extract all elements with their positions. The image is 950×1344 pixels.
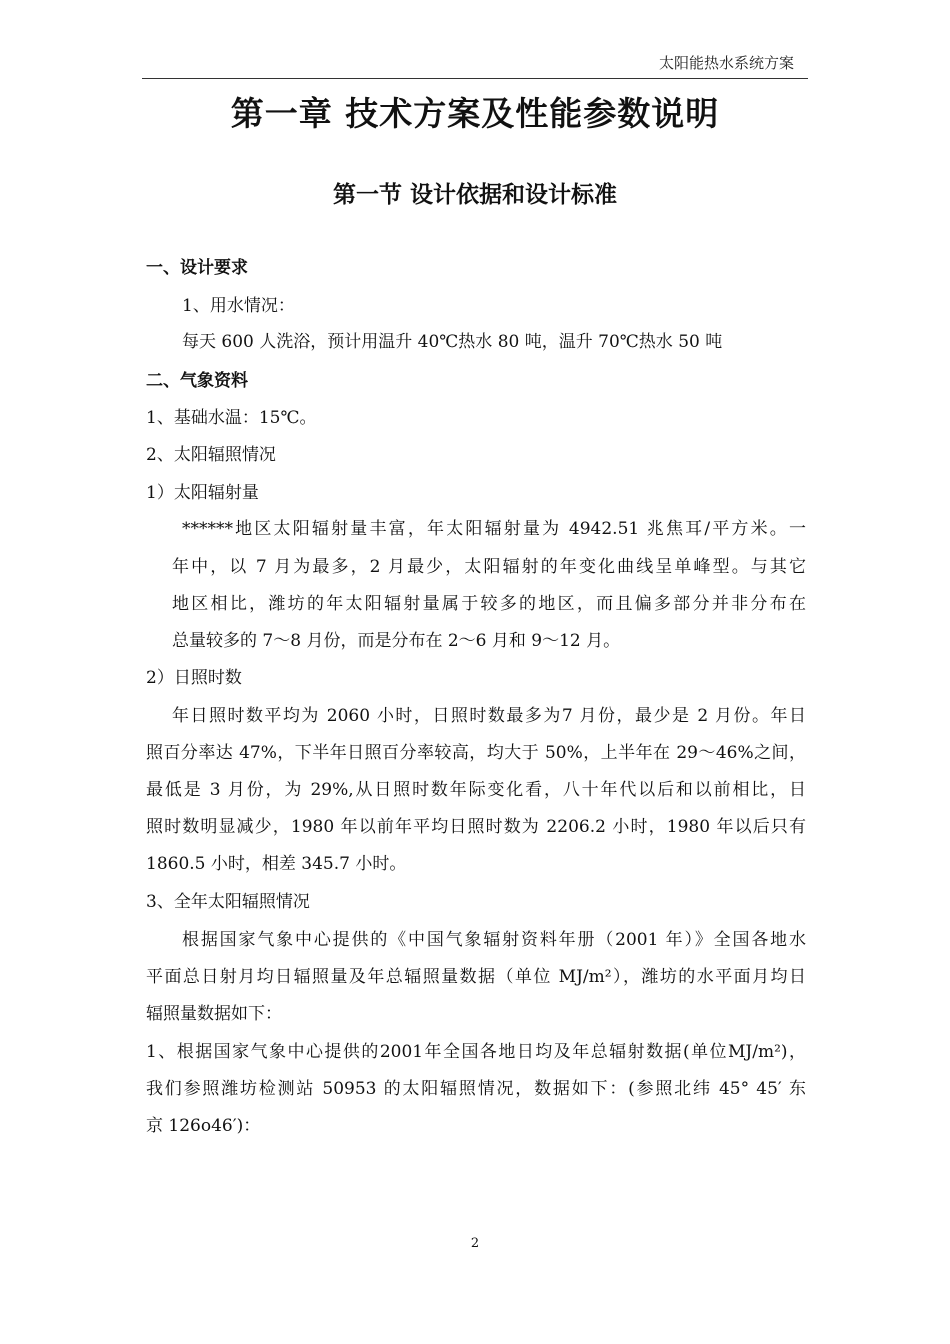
paragraph-line: 年中，以 7 月为最多，2 月最少，太阳辐射的年变化曲线呈单峰型。与其它 <box>172 557 806 577</box>
water-usage-text: 每天 600 人洗浴，预计用温升 40℃热水 80 吨，温升 70℃热水 50 吨 <box>182 332 723 352</box>
paragraph-line: 照时数明显减少，1980 年以前年平均日照时数为 2206.2 小时，1980 年以后只有 <box>146 817 806 837</box>
paragraph-line: 最低是 3 月份，为 29%,从日照时数年际变化看，八十年代以后和以前相比，日 <box>146 780 806 800</box>
chapter-title: 第一章 技术方案及性能参数说明 <box>230 94 720 133</box>
solar-radiation-subheading: 1）太阳辐射量 <box>146 483 259 503</box>
paragraph-line: 地区相比，潍坊的年太阳辐射量属于较多的地区，而且偏多部分并非分布在 <box>172 594 806 614</box>
water-usage-label: 1、用水情况： <box>182 296 295 316</box>
paragraph-line: 照百分率达 47%，下半年日照百分率较高，均大于 50%，上半年在 29～46%之间， <box>146 743 806 763</box>
paragraph-line: 年日照时数平均为 2060 小时，日照时数最多为7 月份，最少是 2 月份。年日 <box>172 706 806 726</box>
solar-irradiation-heading: 2、太阳辐照情况 <box>146 445 276 465</box>
base-water-temp: 1、基础水温：15℃。 <box>146 408 317 428</box>
heading-design-requirements: 一、设计要求 <box>146 258 248 278</box>
paragraph-line: 1860.5 小时，相差 345.7 小时。 <box>146 854 407 874</box>
annual-irradiation-heading: 3、全年太阳辐照情况 <box>146 892 310 912</box>
paragraph-line: 总量较多的 7～8 月份，而是分布在 2～6 月和 9～12 月。 <box>172 631 621 651</box>
paragraph-line: 辐照量数据如下： <box>146 1004 282 1024</box>
header-rule <box>142 78 808 79</box>
sunshine-hours-subheading: 2）日照时数 <box>146 668 242 688</box>
paragraph-line: ******地区太阳辐射量丰富，年太阳辐射量为 4942.51 兆焦耳/平方米。一 <box>182 519 806 539</box>
heading-weather-data: 二、气象资料 <box>146 371 248 391</box>
paragraph-line: 我们参照潍坊检测站 50953 的太阳辐照情况，数据如下：(参照北纬 45° 45′ 东 <box>146 1079 806 1099</box>
running-header: 太阳能热水系统方案 <box>658 54 794 72</box>
paragraph-line: 京 126o46′)： <box>146 1116 261 1136</box>
paragraph-line: 1、根据国家气象中心提供的2001年全国各地日均及年总辐射数据(单位MJ/m²)， <box>146 1042 806 1062</box>
paragraph-line: 根据国家气象中心提供的《中国气象辐射资料年册（2001 年）》全国各地水 <box>182 930 806 950</box>
page-number: 2 <box>470 1236 480 1251</box>
paragraph-line: 平面总日射月均日辐照量及年总辐照量数据（单位 MJ/m²），潍坊的水平面月均日 <box>146 967 806 987</box>
section-title: 第一节 设计依据和设计标准 <box>332 182 617 208</box>
